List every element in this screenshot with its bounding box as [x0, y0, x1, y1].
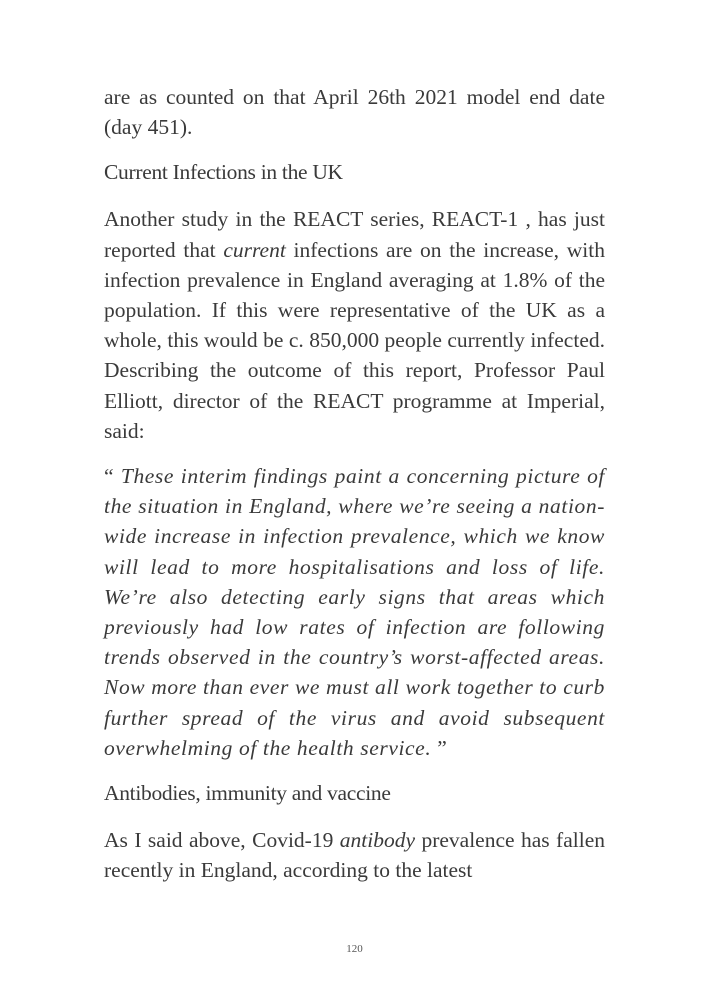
document-page [104, 82, 605, 900]
section-heading-current-infections: Current Infections in the UK [104, 160, 343, 185]
page-number: 120 [346, 943, 363, 955]
emphasis-antibody: antibody [339, 828, 416, 853]
elliott-quote [104, 461, 605, 763]
antibody-text-1: As I said above, Covid-19 [104, 828, 340, 853]
quote-text: These interim findings paint a concerning picture of the situation in England, where we’re seeing a nation-wide increase in infection prevalence, which we know will lead to more hospitalisations and loss of life. We’re also detecting early signs that areas which previously had low rates of infection are following trends observed in the country’s worst-affected areas. Now more than ever we must all work together to curb further spread of the virus and avoid subsequent overwhelming of the health service. [104, 464, 605, 760]
react-study-text-2: infections are on the increase, with infection prevalence in England averaging at 1.8% of the population. If this were representative of the UK as a whole, this would be c. 850,000 people currently infected. Describing the outcome of this report, Professor Paul Elliott, director of the REACT programme at Imperial, said: [104, 237, 605, 443]
react-study-text-1: Another study in the REACT series, REACT-1 , has just reported that [104, 207, 605, 262]
react-study-paragraph [104, 204, 605, 446]
emphasis-current: current [223, 237, 286, 262]
section-heading-antibodies: Antibodies, immunity and vaccine [104, 781, 391, 806]
open-quote-mark: “ [104, 464, 115, 489]
close-quote-mark: ” [437, 735, 448, 760]
antibody-paragraph [104, 825, 605, 885]
continued-paragraph: are as counted on that April 26th 2021 model end date (day 451). [104, 85, 605, 140]
antibody-text-2: prevalence has fallen recently in England, according to the latest [104, 828, 605, 883]
